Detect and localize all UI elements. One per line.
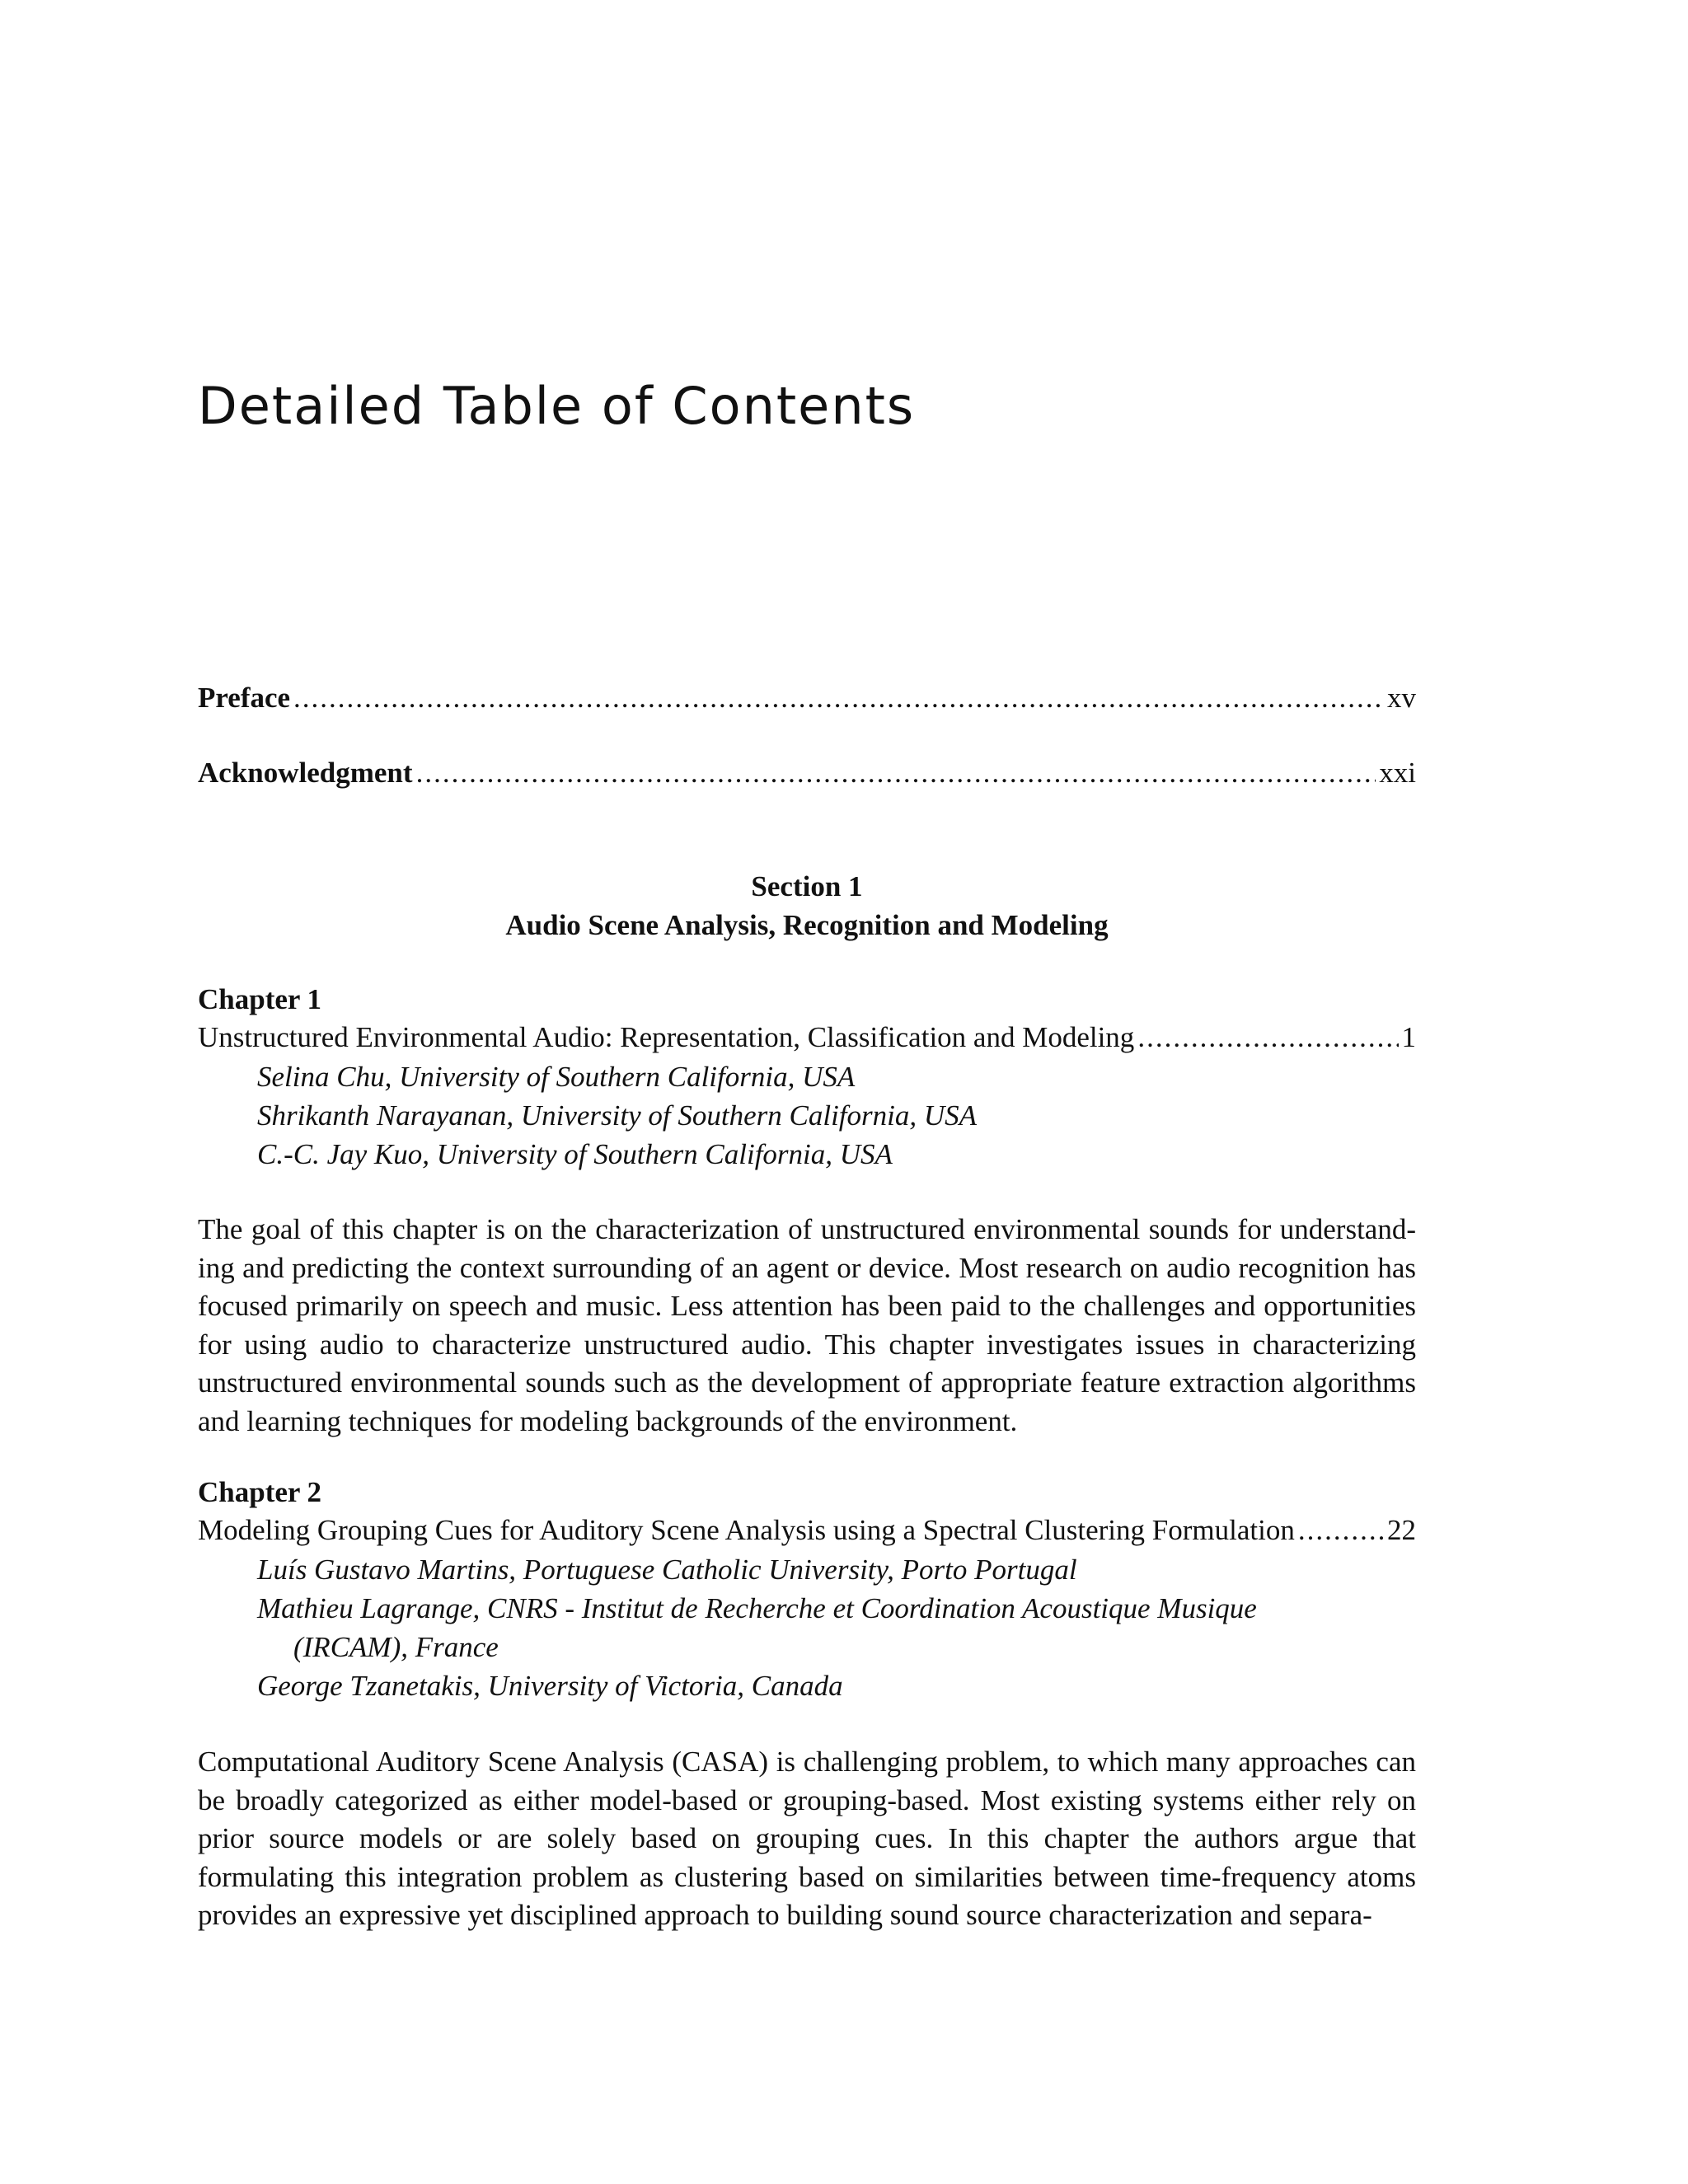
chapter-title: Unstructured Environmental Audio: Representation, Classification and Modeling — [198, 1021, 1135, 1053]
toc-entry-chapter-2[interactable] — [198, 1511, 1416, 1549]
author-line-continued: (IRCAM), France — [293, 1631, 499, 1663]
author-line: Selina Chu, University of Southern California, USA — [257, 1061, 856, 1093]
toc-page-number: xxi — [1379, 757, 1416, 789]
page-title: Detailed Table of Contents — [198, 376, 916, 436]
author-line: George Tzanetakis, University of Victoria, Canada — [257, 1670, 843, 1702]
section-title: Audio Scene Analysis, Recognition and Modeling — [505, 909, 1109, 941]
author-line: C.-C. Jay Kuo, University of Southern California, USA — [257, 1138, 893, 1170]
dot-leader — [293, 679, 1384, 717]
chapter-2-label: Chapter 2 — [198, 1476, 322, 1508]
toc-entry-label: Acknowledgment — [198, 757, 413, 789]
author-line: Shrikanth Narayanan, University of Southern California, USA — [257, 1099, 978, 1132]
chapter-2-authors — [257, 1550, 1257, 1705]
section-label: Section 1 — [751, 870, 863, 902]
toc-page-number: 22 — [1387, 1514, 1416, 1546]
chapter-2-abstract: Computational Auditory Scene Analysis (CASA) is challenging problem, to which many approaches can be broadly categorized as either model-based or grouping-based. Most existing systems either rely on prior source models or are solely based on grouping cues. In this chapter the authors argue that formulating this integration problem as clustering based on similarities between time-frequency atoms provides an expressive yet disciplined approach to building sound source characterization and separa- — [198, 1746, 1416, 1931]
dot-leader — [1298, 1511, 1384, 1549]
toc-entry-label: Preface — [198, 682, 291, 714]
toc-entry-chapter-1[interactable] — [198, 1019, 1416, 1057]
chapter-1-label: Chapter 1 — [198, 983, 322, 1015]
toc-entry-acknowledgment[interactable] — [198, 754, 1416, 792]
toc-page-number: 1 — [1401, 1021, 1416, 1053]
toc-entry-preface[interactable] — [198, 679, 1416, 717]
chapter-1-authors — [257, 1057, 977, 1174]
author-line: Luís Gustavo Martins, Portuguese Catholic University, Porto Portugal — [257, 1554, 1077, 1586]
dot-leader — [1137, 1019, 1398, 1057]
chapter-1-abstract: The goal of this chapter is on the characterization of unstructured environmental sounds for understanding and predicting the context surrounding of an agent or device. Most research on audio recognition has focused primarily on speech and music. Less attention has been paid to the challenges and opportunities for using audio to characterize unstructured audio. This chapter investigates issues in characterizing unstructured environmental sounds such as the development of appropriate feature extraction algorithms and learning techniques for modeling backgrounds of the environment. — [198, 1213, 1416, 1437]
chapter-title: Modeling Grouping Cues for Auditory Scene Analysis using a Spectral Clustering Formulation — [198, 1514, 1295, 1546]
author-line: Mathieu Lagrange, CNRS - Institut de Recherche et Coordination Acoustique Musique — [257, 1592, 1257, 1624]
section-heading — [198, 867, 1416, 944]
toc-page-number: xv — [1387, 682, 1416, 714]
dot-leader — [416, 754, 1376, 792]
